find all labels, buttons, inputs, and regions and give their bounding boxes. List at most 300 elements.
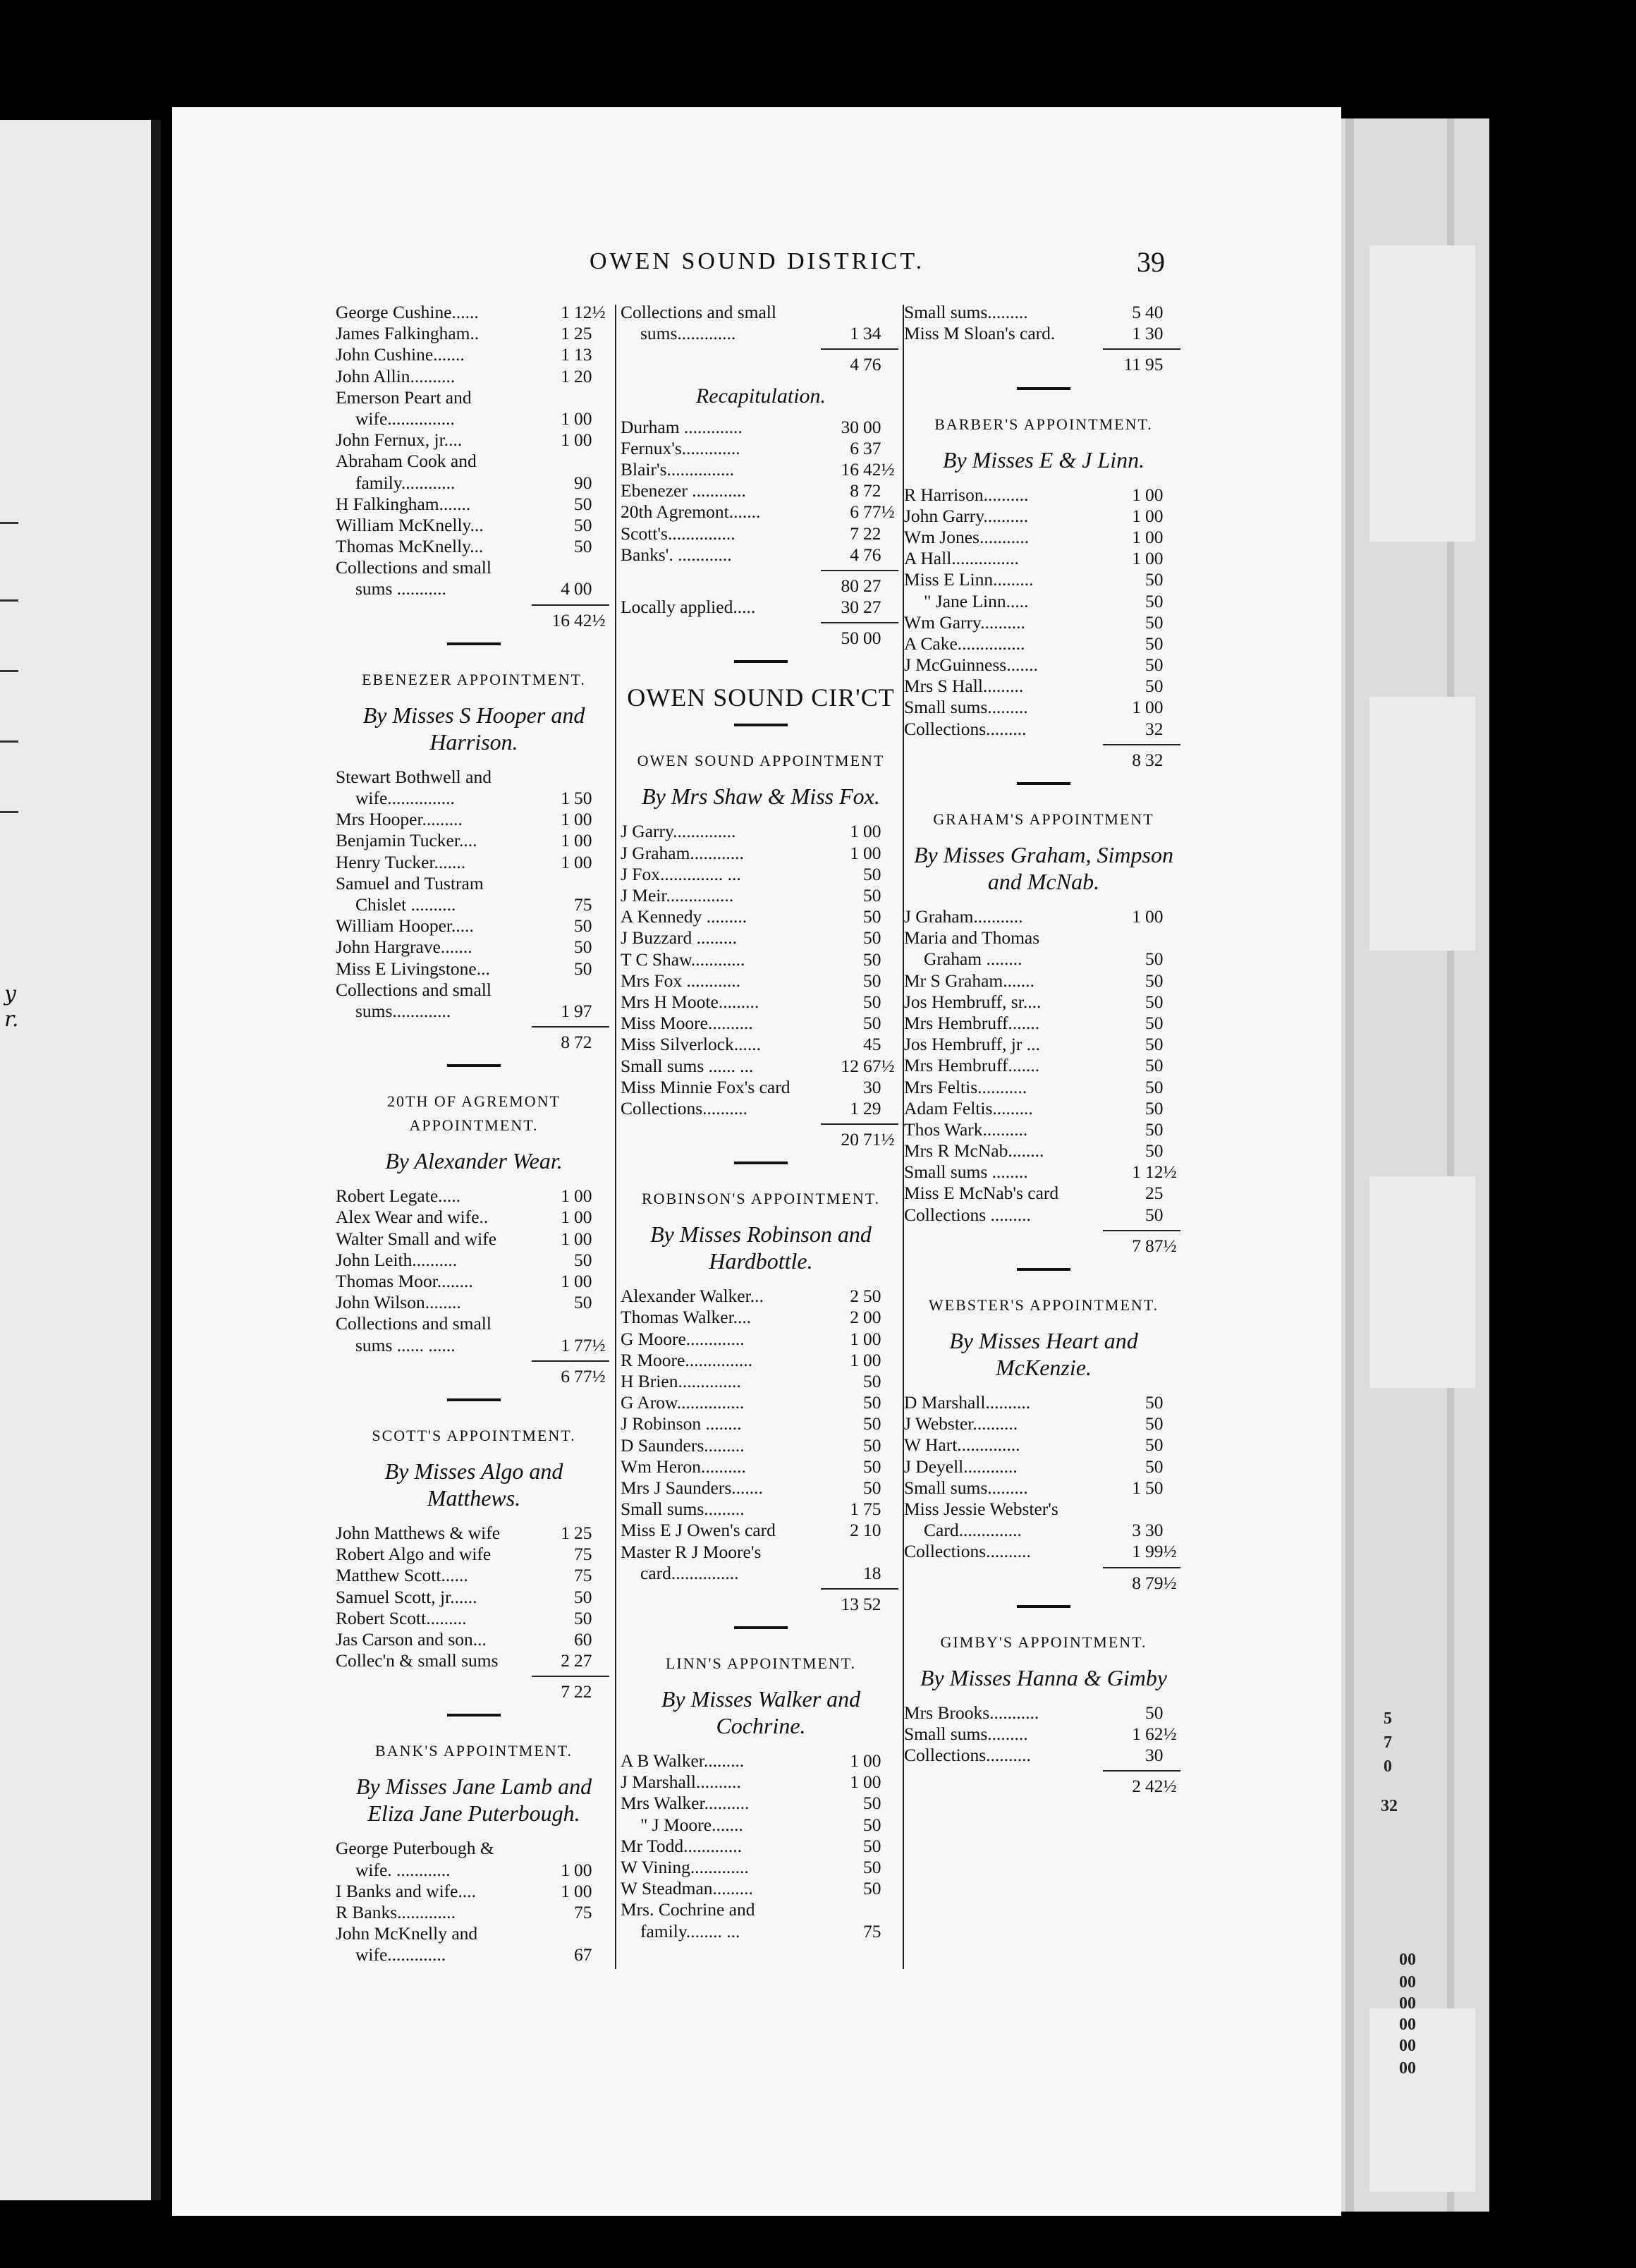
amount-dollars: 1 — [561, 1271, 570, 1291]
amount-cents: 75 — [574, 1544, 592, 1565]
ledger-row — [904, 1702, 1183, 1724]
collectors-byline: By Misses Walker and Cochrine. — [661, 1686, 861, 1739]
amount-cents: 50 — [574, 1249, 592, 1270]
ledger-row — [621, 1371, 901, 1392]
amount-dollars: 1 — [850, 1328, 859, 1349]
donor-name: William Hooper..... — [336, 915, 474, 937]
donor-name: Small sums ........ — [904, 1162, 1028, 1183]
column-3 — [904, 302, 1183, 1797]
amount-cents: 50 — [863, 1456, 881, 1477]
donor-name: Matthew Scott...... — [336, 1565, 468, 1586]
section-separator — [904, 1257, 1183, 1281]
amount-cents: 75 — [574, 894, 592, 915]
amount-cents: 97 — [574, 1000, 592, 1021]
amount-cents: 50 — [574, 1292, 592, 1313]
running-head: OWEN SOUND DISTRICT. — [590, 248, 925, 274]
amount-cents: 00 — [1145, 906, 1164, 927]
ledger-row — [336, 1001, 612, 1022]
page-edge-tab — [1369, 1176, 1475, 1388]
amount-cents: 77½ — [863, 501, 895, 523]
donor-name: John McKnelly and — [336, 1923, 478, 1944]
facing-page-rule — [0, 599, 18, 602]
donor-name: W Hart.............. — [904, 1434, 1020, 1456]
amount-cents: 00 — [574, 1271, 592, 1291]
donor-name: Mrs Brooks........... — [904, 1702, 1039, 1723]
donor-name: Collections.......... — [904, 1541, 1031, 1562]
ledger-row — [904, 484, 1183, 506]
amount-cents: 34 — [863, 323, 881, 344]
appointment-total — [904, 1573, 1183, 1594]
donor-name: R Banks............. — [336, 1902, 456, 1922]
page-edge-strip — [1345, 118, 1354, 2212]
ledger-row — [621, 438, 901, 459]
total-cents: 76 — [863, 354, 881, 375]
amount-dollars: 1 — [850, 842, 859, 863]
ledger-row — [904, 1392, 1183, 1413]
facing-page-edge — [0, 120, 161, 2200]
amount-dollars: 1 — [850, 1349, 859, 1370]
page-edge-tab — [1369, 697, 1475, 951]
ledger-row — [904, 992, 1183, 1013]
donor-name: Mrs R McNab........ — [904, 1140, 1044, 1162]
ledger-row — [621, 864, 901, 885]
amount-cents: 67 — [574, 1944, 592, 1965]
total-dollars: 8 — [1132, 749, 1141, 770]
ledger-row — [336, 557, 612, 578]
donor-name: Miss Jessie Webster's — [904, 1498, 1058, 1519]
amount-cents: 00 — [574, 1228, 592, 1249]
facing-page-rule — [0, 670, 18, 672]
amount-cents: 50 — [863, 949, 881, 970]
section-separator — [904, 1594, 1183, 1618]
amount-cents: 40 — [1145, 302, 1164, 322]
collectors-byline: By Mrs Shaw & Miss Fox. — [642, 784, 880, 810]
donor-name: Mrs Hembruff....... — [904, 1055, 1040, 1076]
donor-name: sums ........... — [355, 578, 446, 599]
amount-cents: 50 — [863, 1814, 881, 1835]
donor-name: I Banks and wife.... — [336, 1880, 476, 1901]
donor-name: John Allin.......... — [336, 365, 456, 386]
donor-name: H Falkingham....... — [336, 493, 471, 514]
amount-dollars: 1 — [561, 788, 570, 808]
ledger-row — [904, 949, 1183, 970]
amount-cents: 50 — [1145, 654, 1164, 676]
ledger-row — [904, 1077, 1183, 1098]
donor-name: Thomas Walker.... — [621, 1307, 752, 1328]
amount-dollars: 1 — [1132, 505, 1141, 526]
ledger-row — [904, 1520, 1183, 1541]
amount-dollars: 16 — [841, 458, 859, 480]
donor-name: John Matthews & wife — [336, 1522, 501, 1543]
amount-cents: 62½ — [1145, 1723, 1177, 1744]
amount-cents: 00 — [863, 416, 881, 437]
donor-name: Collections.......... — [621, 1097, 747, 1118]
ledger-row — [904, 1541, 1183, 1562]
amount-cents: 50 — [574, 514, 592, 535]
appointment-total — [621, 575, 901, 597]
amount-cents: 50 — [863, 927, 881, 949]
ledger-row — [336, 809, 612, 830]
amount-cents: 50 — [863, 906, 881, 927]
amount-cents: 50 — [1145, 1140, 1164, 1162]
appointment-total — [621, 354, 901, 375]
ledger-row — [904, 697, 1183, 718]
bleed-through-digit: 00 — [1399, 1973, 1416, 1992]
amount-cents: 00 — [574, 809, 592, 830]
amount-cents: 50 — [1145, 970, 1164, 991]
amount-cents: 00 — [574, 408, 592, 429]
ledger-row — [904, 719, 1183, 740]
appointment-heading: 20TH OF AGREMONT APPOINTMENT. — [387, 1092, 561, 1135]
donor-name: Thomas Moor........ — [336, 1271, 473, 1291]
donor-name: Mrs Walker.......... — [621, 1793, 750, 1814]
donor-name: Miss E Livingstone... — [336, 958, 490, 979]
amount-dollars: 1 — [561, 1185, 570, 1207]
collectors-byline: By Misses Algo and Matthews. — [384, 1458, 563, 1511]
amount-dollars: 1 — [1132, 1477, 1141, 1498]
amount-cents: 72 — [863, 480, 881, 501]
donor-name: Jas Carson and son... — [336, 1628, 487, 1650]
donor-name: Collec'n & small sums — [336, 1650, 499, 1671]
ledger-row — [336, 323, 612, 344]
ledger-row — [904, 1013, 1183, 1034]
column-1 — [336, 302, 612, 1966]
bleed-through-digit: 00 — [1399, 2037, 1416, 2055]
ledger-row — [336, 1881, 612, 1902]
donor-name: James Falkingham.. — [336, 323, 480, 344]
ledger-row — [904, 1205, 1183, 1226]
amount-cents: 50 — [1145, 1413, 1164, 1434]
ledger-row — [336, 344, 612, 365]
collectors-byline: By Alexander Wear. — [385, 1148, 563, 1174]
donor-name: sums ...... ...... — [355, 1334, 456, 1355]
amount-dollars: 1 — [561, 1207, 570, 1228]
ledger-row — [336, 578, 612, 599]
ledger-row — [621, 1477, 901, 1499]
amount-cents: 00 — [1145, 484, 1164, 505]
amount-dollars: 6 — [850, 437, 859, 458]
amount-cents: 67½ — [863, 1055, 895, 1076]
donor-name: J Robinson ........ — [621, 1413, 742, 1434]
donor-name: G Moore............. — [621, 1328, 745, 1349]
section-separator — [336, 1702, 612, 1726]
ledger-row — [621, 480, 901, 501]
section-separator — [904, 771, 1183, 795]
ledger-row — [621, 1815, 901, 1836]
donor-name: Mrs Feltis........... — [904, 1076, 1027, 1097]
amount-cents: 50 — [1145, 1012, 1164, 1033]
section-separator — [621, 649, 901, 673]
collectors-byline: By Misses Jane Lamb and Eliza Jane Puterbough. — [355, 1774, 592, 1827]
total-rule — [336, 1671, 612, 1681]
amount-dollars: 1 — [561, 1880, 570, 1901]
donor-name: Collections and small — [336, 979, 492, 1000]
ledger-row — [621, 1350, 901, 1371]
amount-cents: 50 — [574, 915, 592, 937]
ledger-row — [621, 323, 901, 344]
ledger-row — [904, 906, 1183, 927]
total-cents: 42½ — [574, 609, 606, 630]
amount-cents: 50 — [863, 1835, 881, 1856]
total-rule — [904, 1766, 1183, 1776]
amount-cents: 50 — [574, 937, 592, 958]
ledger-row — [904, 1162, 1183, 1183]
total-cents: 77½ — [574, 1365, 606, 1386]
amount-dollars: 1 — [561, 1228, 570, 1249]
ledger-row — [336, 980, 612, 1001]
total-dollars: 13 — [841, 1593, 859, 1614]
ledger-row — [336, 1902, 612, 1923]
amount-dollars: 4 — [561, 578, 570, 599]
amount-cents: 00 — [574, 429, 592, 451]
donor-name: A Kennedy ......... — [621, 906, 747, 927]
amount-dollars: 1 — [561, 830, 570, 851]
ledger-row — [336, 1228, 612, 1250]
ledger-row — [621, 821, 901, 842]
appointment-total — [336, 1366, 612, 1387]
amount-cents: 00 — [574, 830, 592, 851]
donor-name: sums............. — [640, 323, 736, 344]
donor-name: Benjamin Tucker.... — [336, 830, 477, 851]
total-dollars: 8 — [561, 1032, 570, 1053]
ledger-row — [336, 937, 612, 958]
total-cents: 22 — [574, 1681, 592, 1702]
donor-name: Mr S Graham....... — [904, 970, 1034, 991]
donor-name: Samuel Scott, jr...... — [336, 1586, 477, 1607]
amount-cents: 00 — [1145, 697, 1164, 718]
column-rule — [615, 305, 616, 1969]
donor-name: J Deyell............ — [904, 1456, 1018, 1477]
donor-name: John Hargrave....... — [336, 937, 472, 958]
total-rule — [336, 600, 612, 610]
donor-name: Master R J Moore's — [621, 1541, 762, 1562]
amount-cents: 00 — [863, 842, 881, 863]
donor-name: wife. ............ — [355, 1859, 451, 1880]
collectors-byline: By Misses E & J Linn. — [942, 446, 1145, 472]
amount-dollars: 1 — [1132, 1723, 1141, 1744]
appointment-heading: BARBER'S APPOINTMENT. — [934, 415, 1153, 433]
total-rule — [621, 1119, 901, 1129]
amount-cents: 50 — [863, 1413, 881, 1434]
amount-cents: 50 — [863, 1793, 881, 1814]
ledger-row — [904, 569, 1183, 590]
appointment-total — [904, 750, 1183, 771]
amount-cents: 50 — [1145, 1076, 1164, 1097]
amount-cents: 75 — [863, 1499, 881, 1520]
bleed-through-digit: 0 — [1384, 1757, 1392, 1776]
ledger-row — [336, 830, 612, 851]
donor-name: D Marshall.......... — [904, 1392, 1031, 1413]
appointment-total — [336, 610, 612, 631]
appointment-heading: BANK'S APPOINTMENT. — [375, 1742, 573, 1760]
amount-dollars: 12 — [841, 1055, 859, 1076]
amount-cents: 75 — [574, 1565, 592, 1586]
amount-dollars: 1 — [850, 821, 859, 842]
donor-name: Scott's............... — [621, 523, 735, 544]
ledger-row — [336, 1250, 612, 1271]
ledger-row — [336, 387, 612, 408]
net-total — [621, 628, 901, 649]
ledger-row — [336, 1292, 612, 1313]
amount-cents: 27 — [574, 1650, 592, 1671]
donor-name: sums............. — [355, 1000, 451, 1021]
total-cents: 72 — [574, 1032, 592, 1053]
amount-cents: 42½ — [863, 458, 895, 480]
total-rule — [621, 344, 901, 354]
amount-cents: 00 — [574, 578, 592, 599]
amount-dollars: 1 — [850, 1097, 859, 1118]
total-cents: 52 — [863, 1593, 881, 1614]
appointment-heading: GIMBY'S APPOINTMENT. — [940, 1633, 1147, 1651]
ledger-row — [336, 873, 612, 894]
ledger-row — [621, 1329, 901, 1350]
total-cents: 00 — [863, 628, 881, 649]
total-rule — [904, 740, 1183, 750]
donor-name: family........ ... — [640, 1920, 740, 1941]
facing-page-rule — [0, 740, 18, 743]
ledger-row — [336, 1860, 612, 1881]
total-cents: 87½ — [1145, 1235, 1177, 1256]
amount-cents: 00 — [1145, 505, 1164, 526]
ledger-row — [621, 1772, 901, 1793]
collectors-byline: By Misses S Hooper and Harrison. — [362, 702, 585, 755]
donor-name: T C Shaw............ — [621, 949, 745, 970]
total-rule — [336, 1356, 612, 1366]
ledger-row — [621, 949, 901, 970]
amount-dollars: 7 — [850, 523, 859, 544]
donor-name: A Hall............... — [904, 548, 1019, 569]
ledger-row — [621, 1307, 901, 1328]
section-subtitle: Recapitulation. — [695, 384, 826, 408]
bleed-through-digit: 32 — [1381, 1797, 1398, 1815]
donor-name: Durham ............. — [621, 416, 743, 437]
ledger-row — [904, 1119, 1183, 1140]
ledger-row — [621, 1857, 901, 1878]
donor-name: Wm Garry.......... — [904, 611, 1025, 633]
total-dollars: 6 — [561, 1365, 570, 1386]
amount-dollars: 1 — [561, 809, 570, 830]
amount-cents: 13 — [574, 344, 592, 365]
amount-cents: 76 — [863, 544, 881, 565]
donor-name: Miss Minnie Fox's card — [621, 1076, 790, 1097]
ledger-row — [621, 906, 901, 927]
ledger-row — [904, 527, 1183, 548]
amount-cents: 50 — [1145, 1034, 1164, 1055]
donor-name: Robert Algo and wife — [336, 1544, 492, 1565]
total-dollars: 80 — [841, 575, 859, 596]
amount-dollars: 1 — [1132, 1541, 1141, 1562]
ledger-row — [336, 788, 612, 809]
donor-name: " Jane Linn..... — [924, 590, 1029, 611]
ledger-row — [904, 1183, 1183, 1204]
amount-dollars: 1 — [1132, 1162, 1141, 1183]
donor-name: H Brien.............. — [621, 1371, 741, 1391]
donor-name: Small sums ...... ... — [621, 1055, 754, 1076]
amount-cents: 50 — [1145, 1204, 1164, 1225]
circuit-heading: OWEN SOUND CIR'CT — [627, 683, 895, 712]
ledger-row — [621, 1921, 901, 1942]
section-separator — [336, 631, 612, 655]
donor-name: J Buzzard ......... — [621, 927, 738, 949]
amount-cents: 50 — [863, 1392, 881, 1413]
ledger-row — [336, 1629, 612, 1650]
appointment-heading: SCOTT'S APPOINTMENT. — [372, 1426, 576, 1444]
donor-name: Blair's............... — [621, 458, 735, 480]
ledger-row — [904, 1413, 1183, 1434]
amount-cents: 00 — [574, 1880, 592, 1901]
donor-name: W Vining............. — [621, 1857, 749, 1877]
ledger-row — [904, 591, 1183, 612]
donor-name: J Graham............ — [621, 842, 744, 863]
total-dollars: 20 — [841, 1129, 859, 1150]
total-rule — [904, 344, 1183, 354]
donor-name: R Moore............... — [621, 1349, 752, 1370]
donor-name: John Wilson........ — [336, 1292, 461, 1313]
donor-name: Mrs Hembruff....... — [904, 1012, 1040, 1033]
ledger-row — [336, 1838, 612, 1859]
donor-name: wife............... — [355, 408, 455, 429]
collectors-byline: By Misses Hanna & Gimby — [920, 1664, 1168, 1690]
ledger-row — [621, 1413, 901, 1434]
donor-name: Small sums......... — [904, 1477, 1028, 1498]
amount-dollars: 1 — [1132, 906, 1141, 927]
donor-name: Miss Silverlock...... — [621, 1034, 762, 1055]
appointment-total — [336, 1681, 612, 1702]
amount-cents: 27 — [863, 597, 881, 618]
appointment-heading: GRAHAM'S APPOINTMENT — [933, 810, 1154, 828]
amount-dollars: 2 — [561, 1650, 570, 1671]
ledger-row — [904, 1477, 1183, 1499]
amount-dollars: 1 — [1132, 484, 1141, 505]
donor-name: J Marshall.......... — [621, 1772, 741, 1793]
donor-name: card............... — [640, 1562, 739, 1583]
donor-name: Chislet .......... — [355, 894, 456, 915]
ledger-row — [336, 1185, 612, 1207]
bleed-through-digit: 5 — [1384, 1709, 1392, 1728]
ledger-row — [904, 1434, 1183, 1456]
amount-cents: 50 — [1145, 569, 1164, 590]
appointment-total — [621, 1129, 901, 1150]
amount-cents: 00 — [863, 821, 881, 842]
ledger-row — [621, 1034, 901, 1055]
donor-name: Mrs Fox ............ — [621, 970, 741, 991]
total-dollars: 7 — [561, 1681, 570, 1702]
donor-name: Miss M Sloan's card. — [904, 323, 1056, 344]
donor-name: Small sums......... — [904, 302, 1028, 322]
ledger-row — [336, 515, 612, 536]
amount-dollars: 4 — [850, 544, 859, 565]
ledger-row — [904, 633, 1183, 654]
donor-name: Fernux's............. — [621, 437, 740, 458]
amount-cents: 00 — [574, 1185, 592, 1207]
donor-name: W Steadman......... — [621, 1878, 753, 1899]
page-fore-edge — [1341, 118, 1489, 2212]
amount-cents: 20 — [574, 365, 592, 386]
amount-cents: 60 — [574, 1628, 592, 1650]
ledger-row — [336, 1923, 612, 1944]
ledger-row — [336, 1944, 612, 1965]
ledger-row — [621, 1056, 901, 1077]
ledger-row — [904, 612, 1183, 633]
amount-cents: 50 — [863, 1857, 881, 1877]
amount-dollars: 3 — [1132, 1520, 1141, 1541]
amount-cents: 50 — [1145, 1097, 1164, 1118]
ledger-row — [904, 1034, 1183, 1055]
amount-dollars: 2 — [850, 1307, 859, 1328]
ledger-row — [336, 1313, 612, 1334]
donor-name: 20th Agremont....... — [621, 501, 761, 523]
donor-name: Robert Legate..... — [336, 1185, 461, 1207]
